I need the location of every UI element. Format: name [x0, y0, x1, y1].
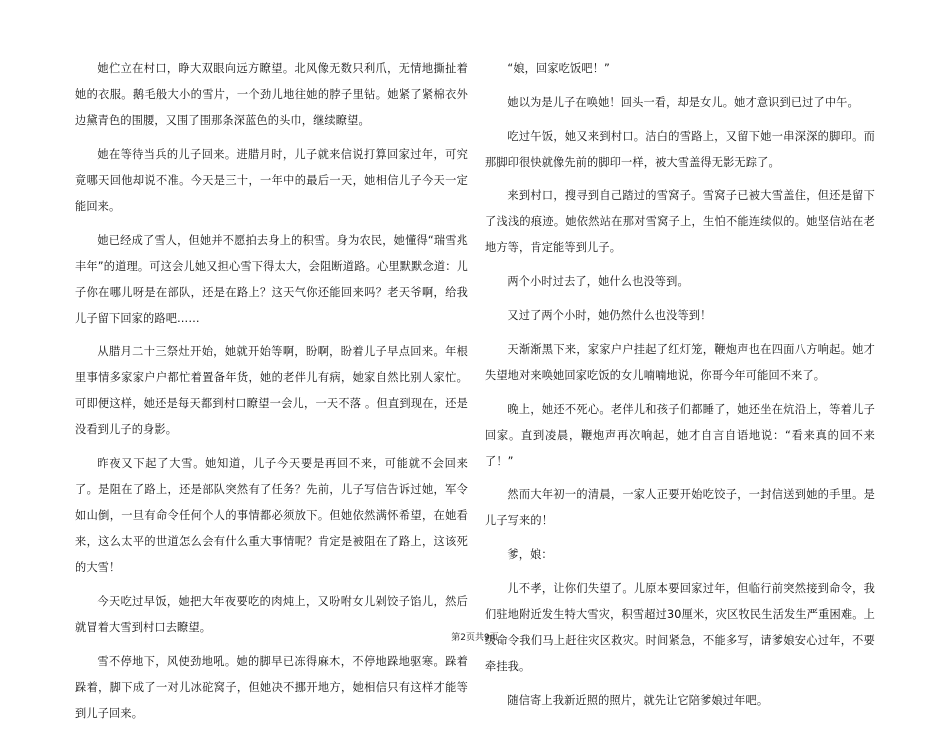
paragraph: 昨夜又下起了大雪。她知道，儿子今天要是再回不来，可能就不会回来了。是阻在了路上，还是部队突然有了任务？先前，儿子写信告诉过她，军令如山倒，一旦有命令任何个人的事情都必须放下。但她依然满怀希望，在她看来，这么太平的世道怎么会有什么重大事情呢？肯定是被阻在了路上，这该死的大雪！: [75, 457, 468, 575]
paragraph: 晚上，她还不死心。老伴儿和孩子们都睡了，她还坐在炕沿上，等着儿子回家。直到凌晨，鞭炮声再次响起，她才自言自语地说：“看来真的回不来了！”: [485, 402, 875, 468]
paragraph: 又过了两个小时，她仍然什么也没等到！: [507, 308, 712, 322]
paragraph: 儿不孝，让你们失望了。儿原本要回家过年，但临行前突然接到命令，我们驻地附近发生特大雪灾，积雪超过30厘米，灾区牧民生活发生严重困难。上级命令我们马上赶往灾区救灾。时间紧急，不能多写，请爹娘安心过年，不要牵挂我。: [485, 581, 875, 673]
paragraph: 她以为是儿子在唤她！回头一看，却是女儿。她才意识到已过了中午。: [507, 95, 859, 109]
paragraph: 然而大年初一的清晨，一家人正要开始吃饺子，一封信送到她的手里。是儿子写来的！: [485, 488, 875, 528]
paragraph: 从腊月二十三祭灶开始，她就开始等啊，盼啊，盼着儿子早点回来。年根里事情多家家户户都忙着置备年货，她的老伴儿有病，她家自然比别人家忙。可即便这样，她还是每天都到村口瞭望一会儿，一天不落 。但直到现在，还是没看到儿子的身影。: [75, 345, 468, 437]
right-column: [485, 56, 875, 722]
paragraph: 她已经成了雪人，但她并不愿拍去身上的积雪。身为农民，她懂得“瑞雪兆丰年”的道理。可这会儿她又担心雪下得太大，会阻断道路。心里默默念道：儿子你在哪儿呀是在部队，还是在路上？这天气你还能回来吗？老天爷啊，给我儿子留下回家的路吧……: [75, 233, 468, 325]
paragraph: “娘，回家吃饭吧！”: [507, 62, 610, 75]
paragraph: 两个小时过去了，她什么也没等到。: [507, 275, 689, 289]
paragraph: 天渐渐黑下来，家家户户挂起了红灯笼，鞭炮声也在四面八方响起。她才失望地对来唤她回家吃饭的女儿喃喃地说，你哥今年可能回不来了。: [485, 342, 875, 382]
paragraph: 她在等待当兵的儿子回来。进腊月时，儿子就来信说打算回家过年，可究竟哪天回他却说不准。今天是三十，一年中的最后一天，她相信儿子今天一定能回来。: [75, 147, 468, 213]
letter-salutation: 爹，娘：: [507, 548, 553, 562]
paragraph: 来到村口，搜寻到自己踏过的雪窝子。雪窝子已被大雪盖住，但还是留下了浅浅的痕迹。她依然站在那对雪窝子上，生怕不能连续似的。她坚信站在老地方等，肯定能等到儿子。: [485, 189, 875, 255]
paragraph: 今天吃过早饭，她把大年夜要吃的肉炖上，又吩咐女儿剁饺子馅儿，然后就冒着大雪到村口去瞭望。: [75, 594, 468, 634]
paragraph: 随信寄上我新近照的照片，就先让它陪爹娘过年吧。: [507, 693, 769, 707]
paragraph: 吃过午饭，她又来到村口。洁白的雪路上，又留下她一串深深的脚印。而那脚印很快就像先前的脚印一样，被大雪盖得无影无踪了。: [485, 129, 875, 169]
page-number-footer: 第2页共9页: [451, 633, 499, 643]
paragraph: 雪不停地下，风使劲地吼。她的脚早已冻得麻木，不停地跺地驱寒。跺着跺着，脚下成了一对儿冰砣窝子，但她决不挪开地方，她相信只有这样才能等到儿子回来。: [75, 654, 468, 720]
paragraph: 她伫立在村口，睁大双眼向远方瞭望。北风像无数只利爪，无情地撕扯着她的衣服。鹅毛般大小的雪片，一个劲儿地往她的脖子里钻。她紧了紧棉衣外边黛青色的围腰，又围了围那条深蓝色的头巾，继续瞭望。: [75, 62, 468, 127]
